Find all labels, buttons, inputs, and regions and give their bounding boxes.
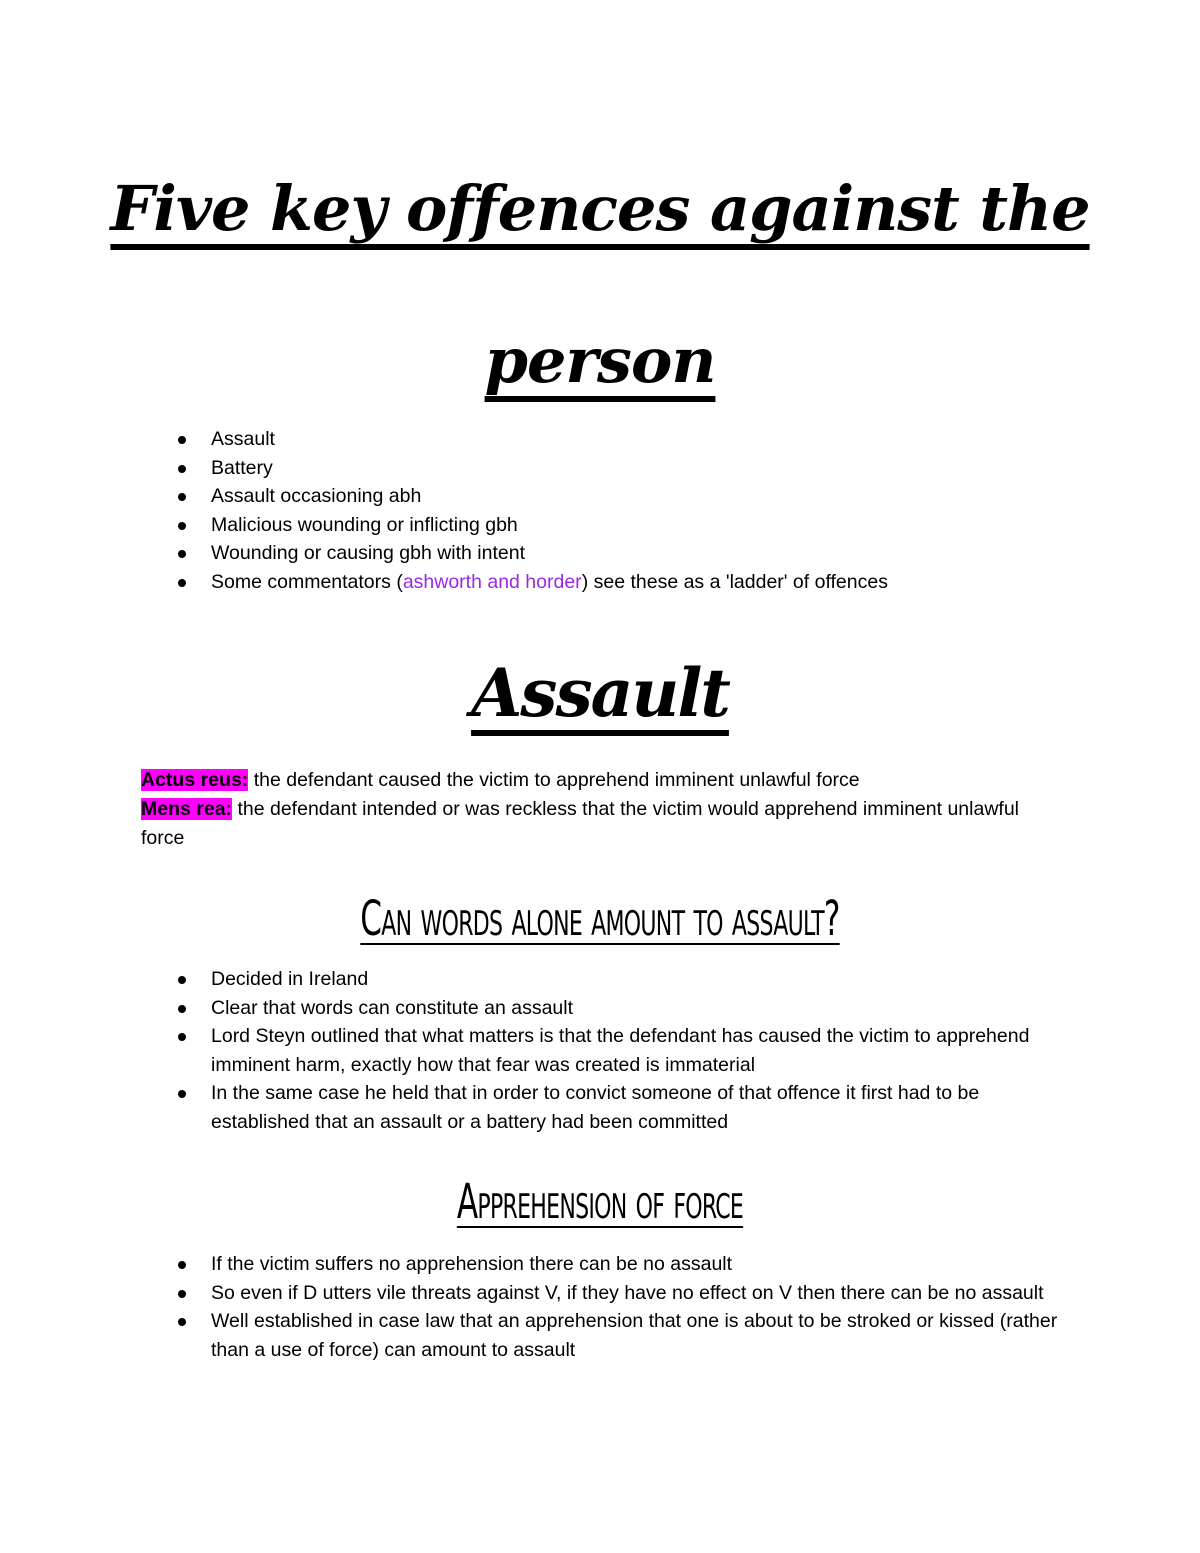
words-heading: Can words alone amount to assault? bbox=[360, 891, 840, 947]
bullet-icon bbox=[178, 522, 186, 530]
bullet-icon bbox=[178, 436, 186, 444]
list-item: Lord Steyn outlined that what matters is that the defendant has caused the victim to apprehend imminent harm, exactly how that fear was created is immaterial bbox=[0, 1022, 1071, 1079]
offences-list bbox=[0, 425, 1071, 597]
list-item: Assault bbox=[0, 425, 1071, 454]
page-title-line-1: Five key offences against the bbox=[110, 172, 1090, 245]
assault-heading: Assault bbox=[471, 654, 729, 732]
page-title-line-2: person bbox=[484, 324, 716, 397]
bullet-icon bbox=[178, 550, 186, 558]
bullet-icon bbox=[178, 1090, 186, 1098]
list-item: So even if D utters vile threats against V, if they have no effect on V then there can be no assault bbox=[0, 1279, 1071, 1308]
list-item: Decided in Ireland bbox=[0, 965, 1071, 994]
apprehension-list bbox=[0, 1250, 1071, 1364]
bullet-icon bbox=[178, 1261, 186, 1269]
list-item: In the same case he held that in order to convict someone of that offence it first had to be established that an assault or a battery had been committed bbox=[0, 1079, 1071, 1136]
list-item: If the victim suffers no apprehension there can be no assault bbox=[0, 1250, 1071, 1279]
bullet-icon bbox=[178, 579, 186, 587]
authors-reference: ashworth and horder bbox=[402, 570, 582, 593]
bullet-icon bbox=[178, 1005, 186, 1013]
actus-reus-label: Actus reus: bbox=[141, 769, 249, 791]
words-list bbox=[0, 965, 1071, 1137]
bullet-icon bbox=[178, 493, 186, 501]
apprehension-heading: Apprehension of force bbox=[456, 1174, 744, 1230]
list-item: Wounding or causing gbh with intent bbox=[0, 539, 1071, 568]
bullet-icon bbox=[178, 976, 186, 984]
list-item: Battery bbox=[0, 454, 1071, 483]
actus-reus-paragraph: Actus reus: the defendant caused the victim to apprehend imminent unlawful force bbox=[141, 769, 860, 791]
mens-rea-label: Mens rea: bbox=[141, 798, 233, 820]
list-item: Assault occasioning abh bbox=[0, 482, 1071, 511]
bullet-icon bbox=[178, 1318, 186, 1326]
bullet-icon bbox=[178, 1033, 186, 1041]
list-item: Well established in case law that an apprehension that one is about to be stroked or kissed (rather than a use of force) can amount to assault bbox=[0, 1307, 1071, 1364]
bullet-icon bbox=[178, 465, 186, 473]
mens-rea-paragraph: Mens rea: the defendant intended or was reckless that the victim would apprehend imminent unlawful force bbox=[141, 798, 1019, 849]
list-item: Clear that words can constitute an assault bbox=[0, 994, 1071, 1023]
bullet-icon bbox=[178, 1290, 186, 1298]
list-item-ladder: Some commentators (ashworth and horder) see these as a 'ladder' of offences bbox=[0, 568, 1071, 597]
list-item: Malicious wounding or inflicting gbh bbox=[0, 511, 1071, 540]
